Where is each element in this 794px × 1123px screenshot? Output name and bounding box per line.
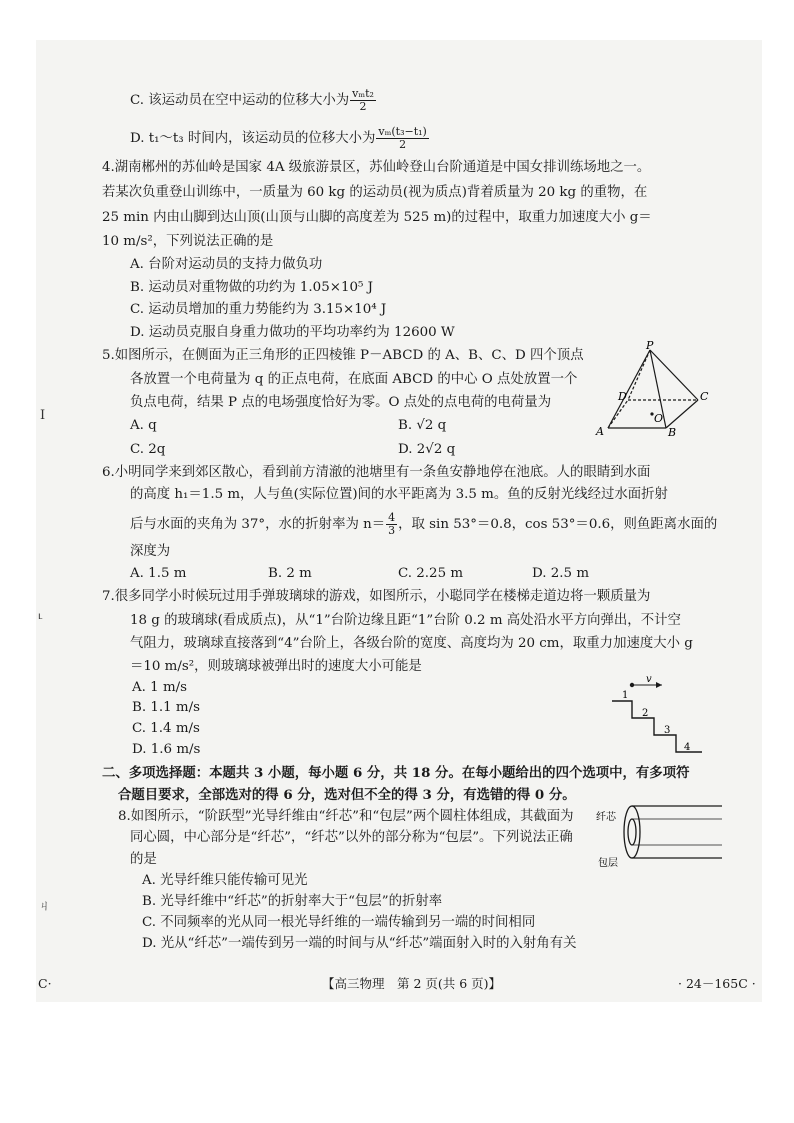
section2-heading-line-2: 合题目要求，全部选对的得 6 分，选对但不全的得 3 分，有选错的得 0 分。 — [118, 787, 576, 803]
q5-stem-line-1: 5.如图所示，在侧面为正三角形的正四棱锥 P－ABCD 的 A、B、C、D 四个顶点 — [102, 348, 584, 363]
q6-stem-line-3 — [130, 512, 717, 537]
q4-stem-line-4: 10 m/s²，下列说法正确的是 — [102, 234, 274, 249]
q8-option-b: B. 光导纤维中“纤芯”的折射率大于“包层”的折射率 — [142, 894, 443, 909]
q6-stem-line-2: 的高度 h₁＝1.5 m，人与鱼(实际位置)间的水平距离为 3.5 m。鱼的反射光线经过水面折射 — [130, 487, 668, 502]
q8-stem-line-1: 8.如图所示，“阶跃型”光导纤维由“纤芯”和“包层”两个圆柱体组成，其截面为 — [118, 809, 574, 824]
q4-option-c: C. 运动员增加的重力势能约为 3.15×10⁴ J — [130, 302, 387, 317]
q5-option-b: B. √2 q — [398, 418, 447, 433]
pyramid-label-p: P — [646, 339, 654, 352]
q7-stem-line-1: 7.很多同学小时候玩过用手弹玻璃球的游戏，如图所示，小聪同学在楼梯走道边将一颗质量为 — [102, 589, 651, 604]
staircase-velocity-label: v — [646, 674, 652, 685]
q6-option-a: A. 1.5 m — [130, 566, 187, 581]
section2-heading-line-1: 二、多项选择题：本题共 3 小题，每小题 6 分，共 18 分。在每小题给出的四个选项中，有多项符 — [102, 765, 690, 781]
q3-option-d-fraction — [376, 126, 428, 151]
q8-stem-line-3: 的是 — [130, 852, 157, 867]
q3-option-c-numerator: vₘt₂ — [352, 87, 374, 100]
q5-option-d: D. 2√2 q — [398, 442, 456, 457]
q8-stem-line-2: 同心圆，中心部分是“纤芯”，“纤芯”以外的部分称为“包层”。下列说法正确 — [130, 830, 573, 845]
q8-option-d: D. 光从“纤芯”一端传到另一端的时间与从“纤芯”端面射入时的入射角有关 — [142, 936, 577, 951]
optical-fiber-figure — [596, 800, 726, 870]
q5-stem-line-2: 各放置一个电荷量为 q 的正点电荷，在底面 ABCD 的中心 O 点处放置一个 — [130, 372, 578, 387]
q7-stem-line-3: 气阻力，玻璃球直接落到“4”台阶上，各级台阶的宽度、高度均为 20 cm，取重力加速度大小 g — [130, 636, 693, 651]
q8-option-a: A. 光导纤维只能传输可见光 — [142, 873, 308, 888]
q6-fraction-numerator: 4 — [388, 511, 396, 524]
q3-option-d — [130, 126, 430, 151]
q3-option-c-denominator: 2 — [359, 100, 367, 113]
q4-stem-line-2: 若某次负重登山训练中，一质量为 60 kg 的运动员(视为质点)背着质量为 20 kg 的重物，在 — [102, 185, 648, 200]
q6-option-b: B. 2 m — [268, 566, 312, 581]
step-label-3: 3 — [664, 725, 671, 736]
footer-left-mark: C· — [38, 976, 52, 991]
q6-fraction-denominator: 3 — [388, 524, 396, 537]
q3-option-d-denominator: 2 — [399, 138, 407, 151]
q4-stem-line-1: 4.湖南郴州的苏仙岭是国家 4A 级旅游景区，苏仙岭登山台阶通道是中国女排训练场地之一。 — [102, 160, 651, 175]
q4-option-a: A. 台阶对运动员的支持力做负功 — [130, 257, 323, 272]
q4-option-d: D. 运动员克服自身重力做功的平均功率约为 12600 W — [130, 325, 455, 340]
q5-option-c: C. 2q — [130, 442, 166, 457]
q7-option-c: C. 1.4 m/s — [132, 721, 200, 736]
pyramid-label-o: O — [654, 412, 664, 425]
margin-mark-1: I — [40, 408, 46, 423]
q6-stem-line-3-part-1: 后与水面的夹角为 37°，水的折射率为 n＝ — [130, 517, 386, 532]
q6-stem-line-4: 深度为 — [130, 544, 171, 559]
step-label-4: 4 — [684, 742, 691, 753]
footer-page-info: 【高三物理 第 2 页(共 6 页)】 — [322, 976, 502, 991]
margin-mark-3: ㄐ — [38, 899, 52, 914]
q6-stem-line-3-part-2: ，取 sin 53°＝0.8，cos 53°＝0.6，则鱼距离水面的 — [398, 517, 718, 532]
q6-stem-line-1: 6.小明同学来到郊区散心，看到前方清澈的池塘里有一条鱼安静地停在池底。人的眼睛到水面 — [102, 465, 651, 480]
pyramid-label-c: C — [700, 390, 709, 403]
q5-stem-line-3: 负点电荷，结果 P 点的电场强度恰好为零。O 点处的点电荷的电荷量为 — [130, 395, 552, 410]
q4-stem-line-3: 25 min 内由山脚到达山顶(山顶与山脚的高度差为 525 m)的过程中，取重力加速度大小 g＝ — [102, 210, 652, 225]
q7-stem-line-4: ＝10 m/s²，则玻璃球被弹出时的速度大小可能是 — [130, 659, 422, 674]
q6-option-d: D. 2.5 m — [532, 566, 590, 581]
q3-option-d-numerator: vₘ(t₃−t₁) — [378, 125, 427, 138]
q7-option-b: B. 1.1 m/s — [132, 700, 200, 715]
pyramid-figure — [588, 338, 718, 443]
pyramid-label-a: A — [596, 425, 604, 438]
q8-option-c: C. 不同频率的光从同一根光导纤维的一端传输到另一端的时间相同 — [142, 915, 536, 930]
pyramid-label-b: B — [668, 426, 677, 439]
pyramid-label-d: D — [618, 390, 627, 403]
q6-refractive-index-fraction — [386, 512, 397, 537]
footer-exam-code: · 24－165C · — [678, 976, 756, 991]
staircase-figure — [610, 673, 705, 761]
q7-stem-line-2: 18 g 的玻璃球(看成质点)，从“1”台阶边缘且距“1”台阶 0.2 m 高处沿水平方向弹出，不计空 — [130, 613, 681, 628]
q3-option-c-text: C. 该运动员在空中运动的位移大小为 — [130, 93, 350, 108]
step-label-2: 2 — [642, 708, 649, 719]
margin-mark-2: ᒻ — [38, 612, 44, 627]
q5-option-a: A. q — [130, 418, 157, 433]
q3-option-d-text: D. t₁～t₃ 时间内，该运动员的位移大小为 — [130, 131, 376, 146]
q7-option-a: A. 1 m/s — [132, 680, 188, 695]
q7-option-d: D. 1.6 m/s — [132, 742, 201, 757]
q3-option-c-fraction — [350, 88, 376, 113]
q4-option-b: B. 运动员对重物做的功约为 1.05×10⁵ J — [130, 280, 373, 295]
q3-option-c — [130, 88, 377, 113]
fiber-core-label: 纤芯 — [596, 812, 616, 823]
step-label-1: 1 — [622, 690, 629, 701]
fiber-cladding-label: 包层 — [598, 858, 618, 869]
q6-option-c: C. 2.25 m — [398, 566, 464, 581]
